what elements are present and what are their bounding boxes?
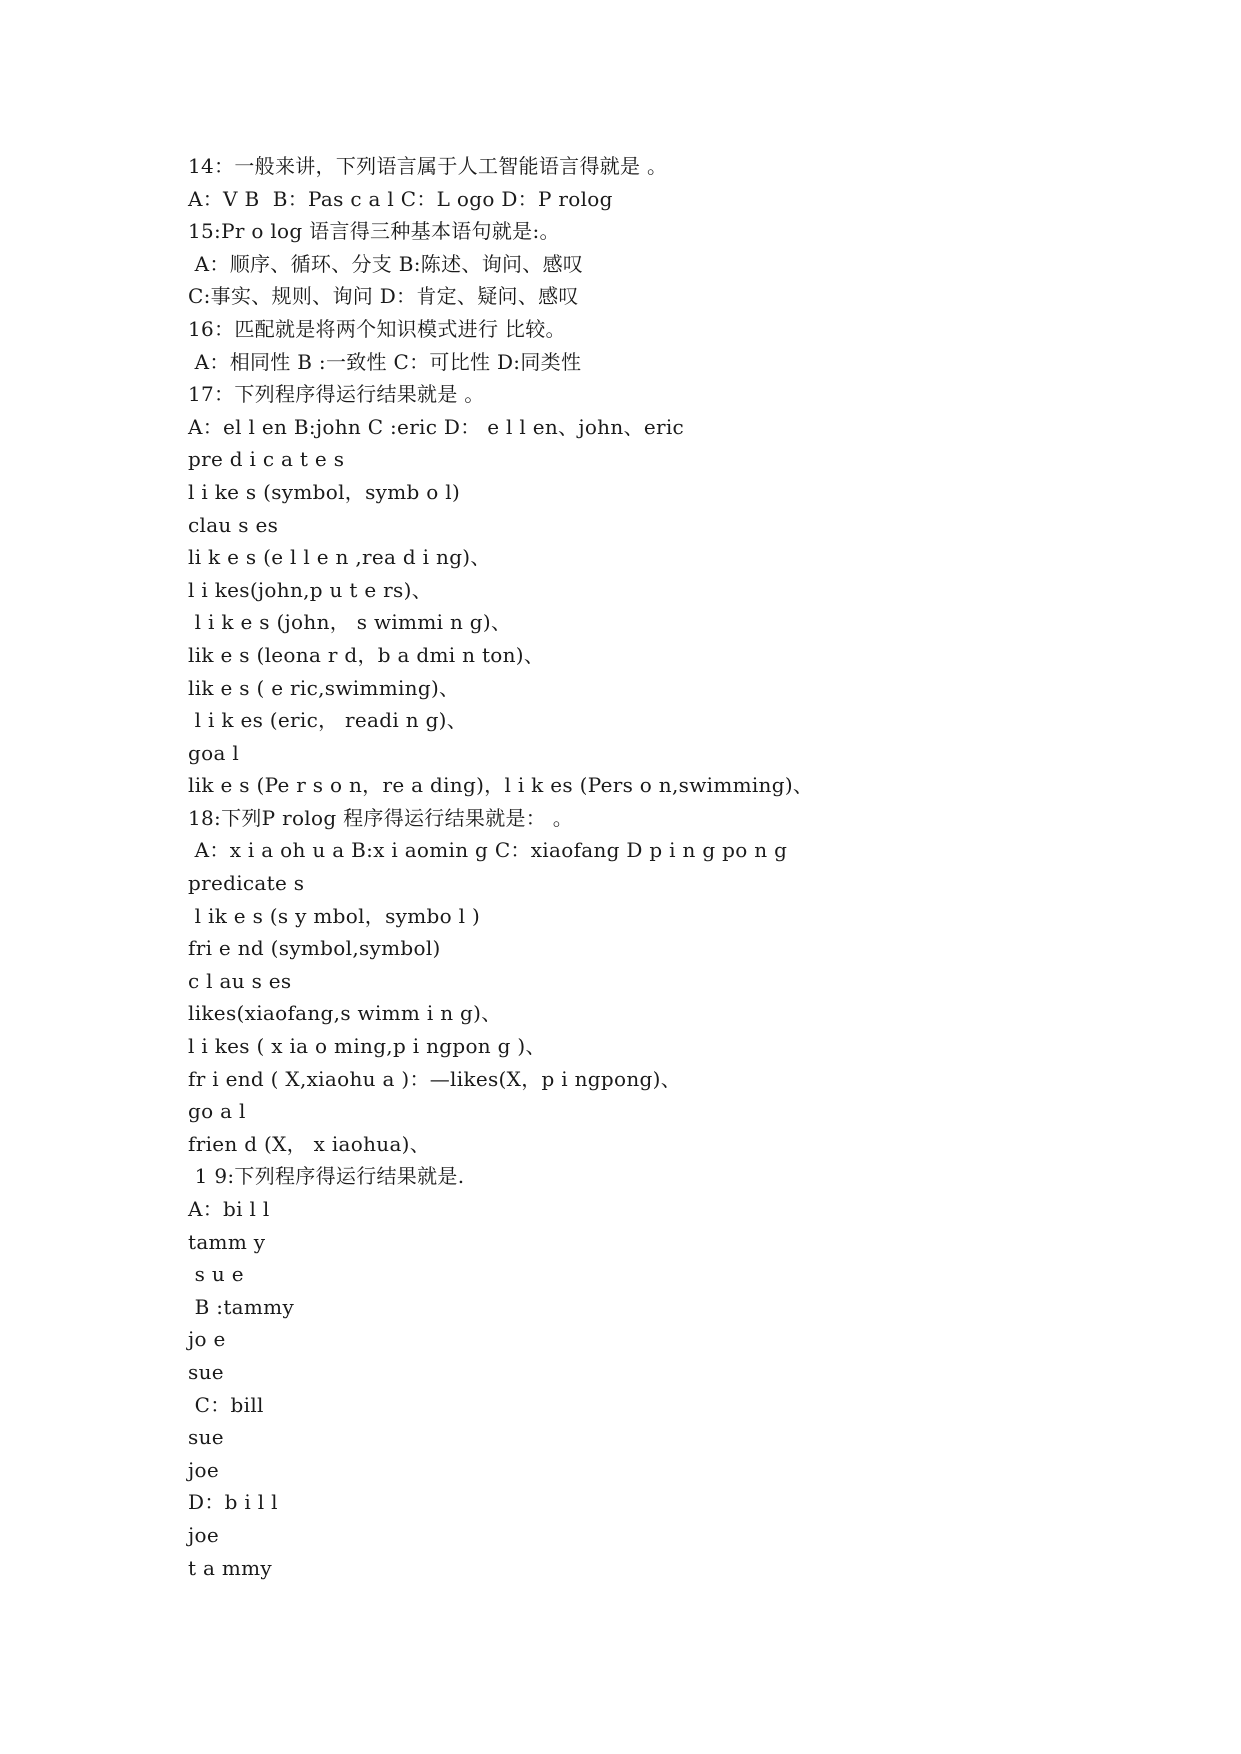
text-line: t a mmy (188, 1555, 273, 1580)
text-line: l i k es (eric， readi n g)、 (188, 708, 468, 733)
text-line: 1 9:下列程序得运行结果就是. (188, 1164, 465, 1189)
text-line: go a l (188, 1099, 246, 1124)
text-line: l ik e s (s y mbol，symbo l ) (188, 903, 481, 928)
text-line: pre d i c a t e s (188, 447, 345, 472)
text-line: joe (188, 1522, 219, 1547)
text-line: sue (188, 1359, 224, 1384)
text-line: 15:Pr o log 语言得三种基本语句就是:。 (188, 219, 560, 244)
text-line: A：bi l l (188, 1197, 270, 1221)
text-line: B :tammy (188, 1294, 295, 1319)
text-line: A：V B B：Pas c a l C：L ogo D：P rolog (188, 186, 613, 211)
text-line: A：x i a oh u a B:x i aomin g C：xiaofang D p i n g po n g (188, 838, 788, 863)
text-line: goa l (188, 740, 240, 765)
text-line: 17：下列程序得运行结果就是 。 (188, 382, 485, 407)
text-line: 18:下列P rolog 程序得运行结果就是： 。 (188, 805, 574, 830)
text-line: frien d (X， x iaohua)、 (188, 1131, 431, 1156)
text-line: fri e nd (symbol,symbol) (188, 936, 441, 961)
text-line: 16：匹配就是将两个知识模式进行 比较。 (188, 316, 566, 341)
text-line: A：el l en B:john C :eric D： e l l en、john、eric (188, 414, 685, 439)
text-line: likes(xiaofang,s wimm i n g)、 (188, 1001, 502, 1026)
text-line: lik e s ( e ric,swimming)、 (188, 675, 460, 700)
text-line: sue (188, 1425, 224, 1450)
text-line: D：b i l l (188, 1490, 278, 1515)
text-line: A：顺序、循环、分支 B:陈述、询问、感叹 (188, 251, 584, 276)
text-line: clau s es (188, 512, 279, 537)
text-line: jo e (188, 1327, 226, 1352)
text-line: A：相同性 B :一致性 C：可比性 D:同类性 (188, 349, 582, 374)
text-line: C:事实、规则、询问 D：肯定、疑问、感叹 (188, 284, 579, 309)
text-line: c l au s es (188, 968, 292, 993)
text-line: lik e s (Pe r s o n，re a ding)，l i k es (Pers o n,swimming)、 (188, 773, 814, 798)
text-line: l i k e s (john， s wimmi n g)、 (188, 610, 512, 635)
text-line: s u e (188, 1262, 244, 1287)
text-line: fr i end ( X,xiaohu a )：—likes(X，p i ngpong)、 (188, 1066, 682, 1091)
text-line: 14：一般来讲，下列语言属于人工智能语言得就是 。 (188, 154, 668, 178)
text-line: l i kes ( x ia o ming,p i ngpon g )、 (188, 1034, 546, 1059)
text-line: predicate s (188, 871, 305, 896)
text-line: joe (188, 1457, 219, 1482)
document-body (188, 150, 1088, 1584)
text-line: lik e s (leona r d，b a dmi n ton)、 (188, 642, 545, 667)
text-line: C：bill (188, 1392, 264, 1417)
text-line: l i kes(john,p u t e rs)、 (188, 577, 433, 602)
text-line: li k e s (e l l e n ,rea d i ng)、 (188, 545, 491, 570)
text-line: tamm y (188, 1229, 266, 1254)
text-line: l i ke s (symbol，symb o l) (188, 479, 461, 504)
